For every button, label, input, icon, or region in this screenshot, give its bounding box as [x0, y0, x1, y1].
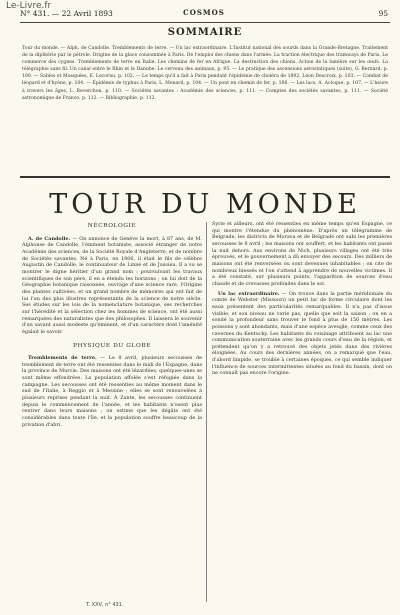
earthquake-article: [22, 355, 202, 428]
page-number: 95: [378, 9, 388, 18]
earthquake-continuation: Syrie et ailleurs, ont été ressenties en même temps qu'en Espagne, ce qui montre l'étendue du phénomène. D'après un télégramme de Belgrade, les districts de Morava et de Belgrade ont subi les premières secousses le 8 avril ; les maisons ont souffert, et les habitants ont passé la nuit dehors. Aux environs de Nich, plusieurs villages ont été très éprouvés, et le gouvernement a dû envoyer des secours. Des milliers de maisons ont été renversées ou sont devenues inhabitables ; on cite de nombreux blessés et l'on s'attend à apprendre de nouvelles victimes. Il a été constaté, sur plusieurs points, l'apparition de sources d'eau chaude et de crevasses profondes dans le sol.: [212, 221, 392, 287]
journal-name: COSMOS: [183, 8, 225, 17]
sommaire-divider-rule: [20, 176, 390, 178]
necrologie-text: — On annonce de Genève la mort, à 87 ans, de M. Alphonse de Candolle, l'éminent botaniste, associé étranger de notre Académie des sciences, de la Société Royale d'Angleterre, et de nombre de Sociétés savantes. Né à Paris, en 1806, il était le fils de célèbre Augustin de Candolle, le continuateur de Linné et de Jussieu. Il a su se montrer le digne héritier d'un grand nom : poursuivant les travaux scientifiques de son père, il en a étendu les horizons ; on lui doit de la Géographie botanique raisonnée, ouvrage d'une science rare, l'Origine des plantes cultivées, et un grand nombre de mémoires qui ont fait de lui l'un des plus illustres représentants de la science de notre siècle. Ses études sur les lois de la nomenclature botanique, ses recherches sur l'hérédité et la sélection chez les hommes de science, ont été aussi remarquées des naturalistes que des philosophes. Il laissera le souvenir d'un savant aussi modeste qu'éminent, et d'un caractère dont l'aménité égalait le savoir.: [22, 235, 202, 335]
necrologie-article: [22, 236, 202, 336]
lake-text: — On trouve dans la partie méridionale du comté de Webster (Missouri) un petit lac de forme circulaire dont les eaux présentent des particularités remarquables. Il n'a pas d'issue visible, et son niveau ne varie pas, quelle que soit la saison ; on en a sondé la profondeur sans trouver le fond à plus de 150 mètres. Les poissons y sont abondants, mais d'une espèce aveugle, comme ceux des cavernes du Kentucky. Les habitants du voisinage attribuent au lac une communication souterraine avec les grands cours d'eau de la région, et prétendent qu'on y a retrouvé des objets jetés dans des rivières éloignées. Au cours des dernières années, on a remarqué que l'eau, d'abord limpide, se trouble à certaines époques, ce qui semble indiquer l'influence de sources intermittentes situées au fond du bassin, dont on ne connaît pas encore l'origine.: [212, 290, 392, 377]
physique-heading: PHYSIQUE DU GLOBE: [72, 342, 152, 349]
lake-lead: Un lac extraordinaire.: [218, 290, 280, 297]
left-column: [22, 221, 202, 602]
sommaire-body: Tour du monde. — Alph. de Candolle. Tremblements de terre. — Un lac extraordinaire. L'Institut national des sourds dans la Grande-Bretagne. Traitement de la diphtérie par le pétrole. Origine de la glace consommée à Paris. De l'emploi des chiens dans l'armée. La traction électrique des tramways de Paris. Le commerce des cygnes. Tremblements de terre en Italie. Les chemins de fer en Afrique. La destruction des chiens. Action de la lumière sur les œufs. La télégraphie sans fil. Un canal entre le Rhin et le Danube. Le cerveau des animaux, p. 95. — Le pratique des ascensions aérostatiques (suite), G. Bernard, p. 100. — Sables et Mosquées, E. Lecornu, p. 102. — Le temps qu'il a fait à Paris pendant l'épidémie de choléra de 1892, Léon Descroix, p. 103. — Combat de léopard et d'hyène, p. 104. — Épidémie de typhus à Paris, L. Menard, p. 104. — Un pont en chemin de fer, p. 106. — Les lacs, A. Acloque, p. 107. — L'heure à travers les âges, L. Reverchon, p. 110. — Sociétés savantes : Académie des sciences, p. 111. — Comptes des sociétés savantes, p. 111. — Société astronomique de France, p. 112. — Bibliographie, p. 112.: [22, 46, 388, 101]
issue-number: N° 431. — 22 Avril 1893: [20, 9, 113, 18]
site-watermark: Le-Livre.fr: [6, 1, 52, 11]
earthquake-lead: Tremblements de terre.: [28, 355, 97, 362]
header-rule: [20, 22, 390, 23]
earthquake-text: — Le 8 avril, plusieurs secousses de tremblement de terre ont été ressenties dans le midi de l'Espagne, dans la province de Murcie. Des maisons ont été lézardées, quelques-unes se sont même effondrées. La population affolée s'est réfugiée dans la campagne. Les secousses ont été ressenties au même moment dans le sud de l'Italie, à Reggio et à Messine ; elles se sont renouvelées à plusieurs reprises pendant la nuit. À Zante, les secousses continuent depuis le commencement de l'année, et les habitants n'osent plus rentrer dans leurs maisons ; on estime que les dégâts ont été considérables dans toute l'île, et la population souffre beaucoup de la privation d'abri.: [22, 355, 202, 428]
column-divider: [206, 222, 207, 602]
section-title: TOUR DU MONDE: [49, 189, 361, 220]
volume-footer: T. XXV, n° 431.: [86, 602, 124, 608]
sommaire-title: SOMMAIRE: [167, 27, 243, 38]
lake-article: [212, 291, 392, 378]
page-header: [20, 9, 388, 21]
necrologie-lead: A. de Candolle.: [28, 235, 71, 242]
right-column: [212, 221, 392, 602]
necrologie-heading: NÉCROLOGIE: [87, 223, 137, 229]
